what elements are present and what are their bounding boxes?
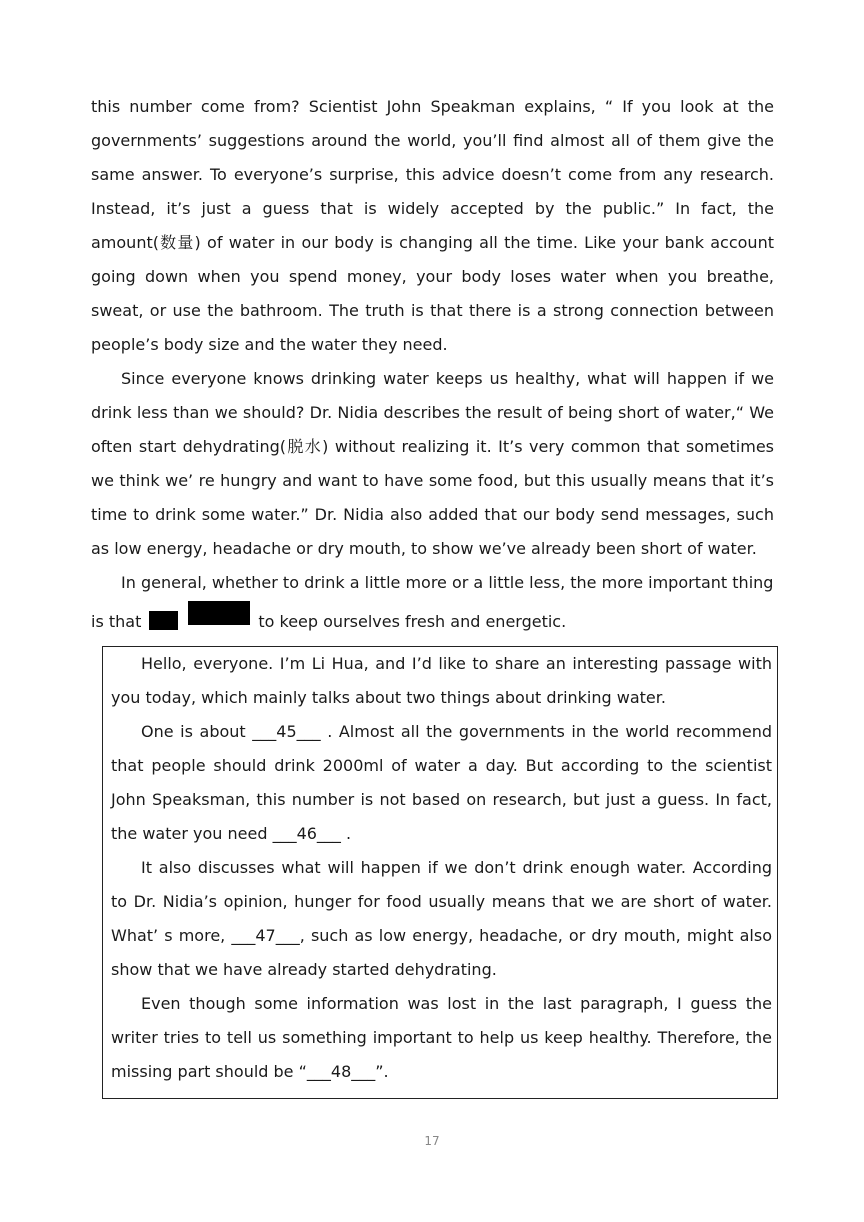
summary-paragraph: One is about ___45___ . Almost all the governments in the world recommend that people should drink 2000ml of water a day. But according to the scientist John Speaksman, this number is not based on research, but just a guess. In fact, the water you need ___46___ . xyxy=(111,722,772,843)
passage-line-prefix: is that xyxy=(91,612,142,631)
summary-box xyxy=(102,646,778,1099)
passage-paragraph: In general, whether to drink a little more or a little less, the more important thing xyxy=(121,573,774,592)
summary-paragraph: Hello, everyone. I’m Li Hua, and I’d like to share an interesting passage with you today, which mainly talks about two things about drinking water. xyxy=(111,654,772,707)
passage-redacted-line xyxy=(91,600,774,644)
page-number: 17 xyxy=(424,1134,440,1148)
passage-line-suffix: to keep ourselves fresh and energetic. xyxy=(258,612,567,631)
summary-paragraph: It also discusses what will happen if we don’t drink enough water. According to Dr. Nidia’s opinion, hunger for food usually means that we are short of water. What’ s more, ___47___, such as low energy, headache, or dry mouth, might also show that we have already started dehydrating. xyxy=(111,858,772,979)
summary-text xyxy=(111,647,772,1089)
passage-paragraph: Since everyone knows drinking water keeps us healthy, what will happen if we drink less than we should? Dr. Nidia describes the result of being short of water,“ We often start dehydrating(脱水) without realizing it. It’s very common that sometimes we think we’ re hungry and want to have some food, but this usually means that it’s time to drink some water.” Dr. Nidia also added that our body send messages, such as low energy, headache or dry mouth, to show we’ve already been short of water. xyxy=(91,369,774,558)
passage-paragraph: this number come from? Scientist John Speakman explains, “ If you look at the governments’ suggestions around the world, you’ll find almost all of them give the same answer. To everyone’s surprise, this advice doesn’t come from any research. Instead, it’s just a guess that is widely accepted by the public.” In fact, the amount(数量) of water in our body is changing all the time. Like your bank account going down when you spend money, your body loses water when you breathe, sweat, or use the bathroom. The truth is that there is a strong connection between people’s body size and the water they need. xyxy=(91,97,774,354)
redaction-block xyxy=(149,611,178,630)
reading-passage xyxy=(91,90,774,644)
summary-paragraph: Even though some information was lost in the last paragraph, I guess the writer tries to tell us something important to help us keep healthy. Therefore, the missing part should be “___48___”. xyxy=(111,994,772,1081)
redaction-block xyxy=(188,601,250,625)
